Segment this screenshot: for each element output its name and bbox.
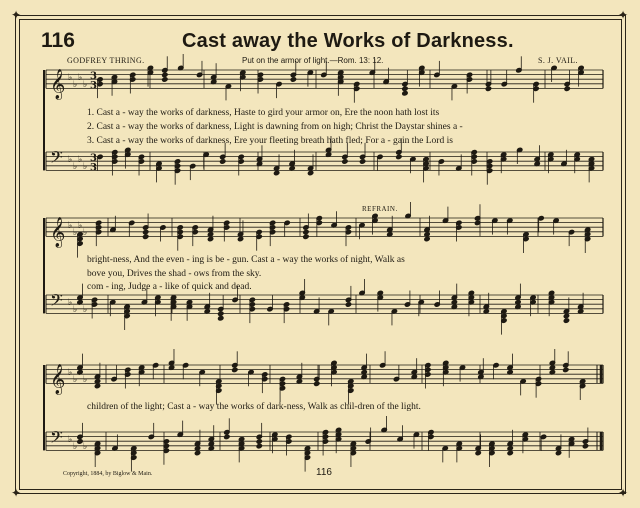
notehead (314, 381, 320, 386)
flat-icon: ♭ (68, 72, 73, 83)
flat-icon: ♭ (78, 434, 83, 445)
time-signature: 3 (90, 153, 97, 165)
flat-icon: ♭ (73, 79, 78, 90)
flat-icon: ♭ (83, 441, 88, 452)
flat-icon: ♭ (73, 441, 78, 452)
notehead (563, 367, 569, 372)
notehead (143, 229, 149, 234)
notehead (162, 72, 168, 77)
flat-icon: ♭ (83, 304, 88, 315)
flat-icon: ♭ (68, 367, 73, 378)
notehead (303, 229, 309, 234)
verse-1-lyrics: 1. Cast a - way the works of darkness, Haste to gird your armor on, Ere the noon hath lost its (87, 108, 440, 118)
notehead (485, 86, 491, 91)
refrain-lyrics: children of the light; Cast a - way the works of dark-ness, Walk as chil-dren of the light. (87, 402, 421, 412)
notehead (475, 450, 481, 455)
notehead (274, 170, 280, 175)
notehead (402, 86, 408, 91)
verse-1-lyrics-cont: bright-ness, And the even - ing is be - gun. Cast a - way the works of night, Walk as (87, 255, 405, 265)
notehead (342, 159, 348, 164)
time-signature: 3 (90, 80, 97, 92)
treble-clef-icon: 𝄞 (50, 217, 66, 248)
notehead (555, 450, 561, 455)
flat-icon: ♭ (78, 72, 83, 83)
flat-icon: ♭ (78, 220, 83, 231)
refrain-label: REFRAIN. (362, 205, 398, 213)
corner-ornament-icon: ✦ (10, 486, 22, 500)
flat-icon: ♭ (78, 297, 83, 308)
page-number: 116 (316, 467, 332, 478)
flat-icon: ♭ (78, 367, 83, 378)
scripture-reference: Put on the armor of light.—Rom. 13: 12. (242, 56, 384, 65)
notehead (563, 313, 569, 318)
flat-icon: ♭ (73, 227, 78, 238)
notehead (396, 154, 402, 159)
notehead (94, 383, 100, 388)
hymn-title: Cast away the Works of Darkness. (182, 30, 514, 52)
notehead (256, 439, 262, 444)
notehead (360, 159, 366, 164)
notehead (345, 302, 351, 307)
copyright-notice: Copyright, 1884, by Biglow & Main. (63, 471, 153, 477)
notehead (424, 236, 430, 241)
bass-clef-icon: 𝄢 (50, 426, 63, 451)
flat-icon: ♭ (68, 154, 73, 165)
verse-3-lyrics-cont: com - ing, Judge a - like of quick and dead. (87, 282, 252, 292)
notehead (194, 450, 200, 455)
flat-icon: ♭ (83, 79, 88, 90)
verse-2-lyrics: 2. Cast a - way the works of darkness, Light is dawning from on high; Christ the Daystar shines a - (87, 122, 463, 132)
verse-3-lyrics: 3. Cast a - way the works of darkness, Ere your fleeting breath hath fled; For a - gain the Lord is (87, 136, 453, 146)
verse-2-lyrics-cont: bove you, Drives the shad - ows from the sky. (87, 269, 262, 279)
notehead (218, 311, 224, 316)
author-credit: GODFREY THRING. (67, 56, 145, 65)
notehead (143, 234, 149, 239)
notehead (308, 170, 314, 175)
flat-icon: ♭ (73, 374, 78, 385)
notehead (220, 159, 226, 164)
notehead (162, 77, 168, 82)
flat-icon: ♭ (83, 161, 88, 172)
notehead (224, 434, 230, 439)
notehead (237, 236, 243, 241)
treble-clef-icon: 𝄞 (50, 69, 66, 100)
flat-icon: ♭ (83, 227, 88, 238)
time-signature: 3 (90, 162, 97, 174)
notehead (563, 318, 569, 323)
notehead (290, 77, 296, 82)
corner-ornament-icon: ✦ (617, 8, 629, 22)
flat-icon: ♭ (73, 161, 78, 172)
notehead (402, 91, 408, 96)
notehead (564, 86, 570, 91)
flat-icon: ♭ (78, 154, 83, 165)
notehead (232, 367, 238, 372)
hymn-number: 116 (41, 29, 75, 52)
notehead (218, 316, 224, 321)
composer-credit: S. J. VAIL. (538, 56, 578, 65)
bass-clef-icon: 𝄢 (50, 146, 63, 171)
notehead (507, 450, 513, 455)
notehead (256, 443, 262, 448)
flat-icon: ♭ (68, 297, 73, 308)
corner-ornament-icon: ✦ (10, 8, 22, 22)
corner-ornament-icon: ✦ (617, 486, 629, 500)
notehead (582, 443, 588, 448)
bass-clef-icon: 𝄢 (50, 289, 63, 314)
time-signature: 3 (90, 71, 97, 83)
flat-icon: ♭ (73, 304, 78, 315)
notehead (207, 236, 213, 241)
flat-icon: ♭ (68, 434, 73, 445)
flat-icon: ♭ (68, 220, 73, 231)
flat-icon: ♭ (83, 374, 88, 385)
treble-clef-icon: 𝄞 (50, 364, 66, 395)
notehead (303, 234, 309, 239)
